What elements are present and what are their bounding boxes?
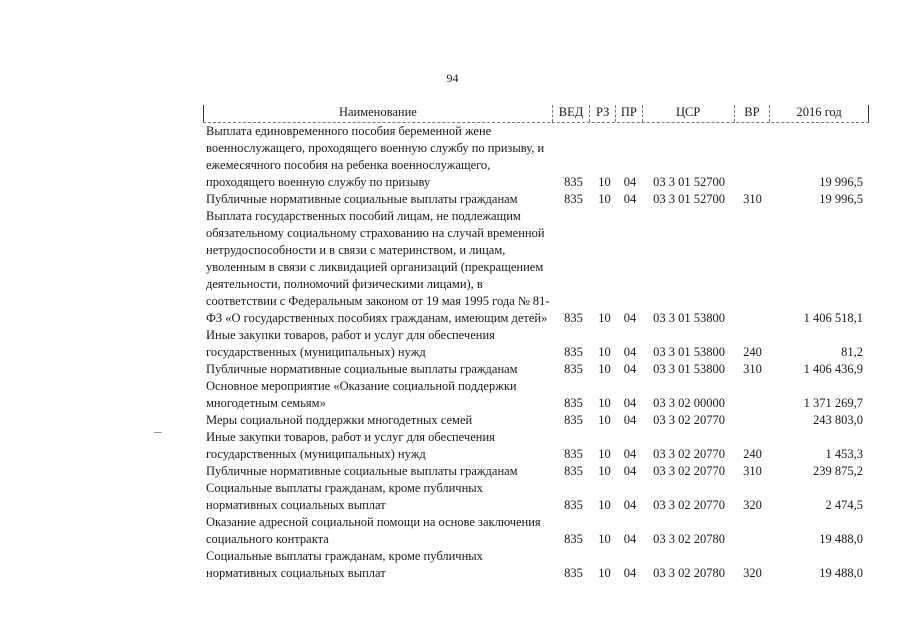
row-vr: 240 <box>743 345 762 359</box>
row-csr: 03 3 01 53800 <box>653 311 725 325</box>
header-year: 2016 год <box>769 105 869 122</box>
row-ved: 835 <box>564 362 583 376</box>
row-amount: 19 996,5 <box>819 175 863 189</box>
row-ved: 835 <box>564 175 583 189</box>
table-body <box>203 123 869 582</box>
row-ved: 835 <box>564 498 583 512</box>
row-amount: 19 996,5 <box>819 192 863 206</box>
row-pr: 04 <box>623 532 637 546</box>
row-amount: 239 875,2 <box>813 464 863 478</box>
table-row <box>203 429 869 463</box>
row-ved: 835 <box>564 532 583 546</box>
header-csr: ЦСР <box>642 105 734 122</box>
row-amount: 1 406 436,9 <box>803 362 863 376</box>
row-csr: 03 3 02 00000 <box>653 396 725 410</box>
row-name: Выплата государственных пособий лицам, не подлежащим обязательному социальному страхованию на случай временной нетрудоспособности и в связи с материнством, и лицам, уволенным в связи с ликвидацией организаций (прекращением деятельности, полномочий физическими лицами), в соответствии с Федеральным законом от 19 мая 1995 года № 81-ФЗ «О государственных пособиях гражданам, имеющим детей» <box>206 209 550 325</box>
header-pr: ПР <box>615 105 642 122</box>
row-rz: 10 <box>598 413 611 427</box>
row-amount: 1 371 269,7 <box>803 396 863 410</box>
page-number: 94 <box>446 71 459 85</box>
row-vr: 310 <box>743 192 762 206</box>
row-name: Иные закупки товаров, работ и услуг для обеспечения государственных (муниципальных) нужд <box>206 328 495 359</box>
budget-table <box>203 100 869 582</box>
row-amount: 81,2 <box>841 345 863 359</box>
row-name: Публичные нормативные социальные выплаты гражданам <box>206 464 518 478</box>
row-csr: 03 3 01 52700 <box>653 192 725 206</box>
row-vr: 320 <box>743 498 762 512</box>
row-pr: 04 <box>623 345 637 359</box>
row-pr: 04 <box>623 447 637 461</box>
row-vr: 310 <box>743 464 762 478</box>
table-row <box>203 208 869 327</box>
row-csr: 03 3 02 20770 <box>653 447 725 461</box>
row-name: Меры социальной поддержки многодетных семей <box>206 413 473 427</box>
header-vr: ВР <box>734 105 770 122</box>
row-ved: 835 <box>564 345 583 359</box>
row-rz: 10 <box>598 532 611 546</box>
row-rz: 10 <box>598 345 611 359</box>
row-amount: 2 474,5 <box>825 498 863 512</box>
row-vr: 240 <box>743 447 762 461</box>
row-rz: 10 <box>598 498 611 512</box>
header-ved: ВЕД <box>552 105 590 122</box>
row-pr: 04 <box>623 192 637 206</box>
row-pr: 04 <box>623 413 637 427</box>
table-row <box>203 327 869 361</box>
row-amount: 19 488,0 <box>819 532 863 546</box>
row-name: Выплата единовременного пособия беременной жене военнослужащего, проходящего военную службу по призыву, и ежемесячного пособия на ребенка военнослужащего, проходящего военную службу по призыву <box>206 124 545 189</box>
table-header <box>203 100 869 123</box>
row-amount: 1 453,3 <box>825 447 863 461</box>
row-csr: 03 3 01 53800 <box>653 362 725 376</box>
table-row <box>203 548 869 582</box>
row-rz: 10 <box>598 396 611 410</box>
row-csr: 03 3 02 20780 <box>653 532 725 546</box>
row-rz: 10 <box>598 566 611 580</box>
table-row <box>203 123 869 191</box>
row-pr: 04 <box>623 566 637 580</box>
table-row <box>203 191 869 208</box>
row-csr: 03 3 01 52700 <box>653 175 725 189</box>
table-row <box>203 361 869 378</box>
row-ved: 835 <box>564 311 583 325</box>
row-pr: 04 <box>623 175 637 189</box>
row-name: Основное мероприятие «Оказание социальной поддержки многодетным семьям» <box>206 379 517 410</box>
row-ved: 835 <box>564 447 583 461</box>
row-rz: 10 <box>598 175 611 189</box>
row-csr: 03 3 02 20770 <box>653 498 725 512</box>
margin-mark <box>154 432 162 433</box>
row-pr: 04 <box>623 464 637 478</box>
row-name: Иные закупки товаров, работ и услуг для обеспечения государственных (муниципальных) нужд <box>206 430 495 461</box>
row-csr: 03 3 01 53800 <box>653 345 725 359</box>
row-name: Публичные нормативные социальные выплаты гражданам <box>206 192 518 206</box>
row-rz: 10 <box>598 192 611 206</box>
row-ved: 835 <box>564 413 583 427</box>
table-row <box>203 378 869 412</box>
header-rz: РЗ <box>589 105 615 122</box>
row-name: Социальные выплаты гражданам, кроме публичных нормативных социальных выплат <box>206 481 483 512</box>
row-name: Публичные нормативные социальные выплаты гражданам <box>206 362 518 376</box>
row-ved: 835 <box>564 566 583 580</box>
row-csr: 03 3 02 20770 <box>653 464 725 478</box>
row-name: Социальные выплаты гражданам, кроме публичных нормативных социальных выплат <box>206 549 483 580</box>
table-row <box>203 412 869 429</box>
row-rz: 10 <box>598 464 611 478</box>
row-vr: 320 <box>743 566 762 580</box>
row-pr: 04 <box>623 311 637 325</box>
row-rz: 10 <box>598 311 611 325</box>
header-name: Наименование <box>203 105 552 122</box>
row-amount: 1 406 518,1 <box>803 311 863 325</box>
row-amount: 19 488,0 <box>819 566 863 580</box>
row-pr: 04 <box>623 396 637 410</box>
table-row <box>203 463 869 480</box>
row-rz: 10 <box>598 362 611 376</box>
row-ved: 835 <box>564 396 583 410</box>
row-ved: 835 <box>564 192 583 206</box>
row-csr: 03 3 02 20770 <box>653 413 725 427</box>
table-row <box>203 480 869 514</box>
table-row <box>203 514 869 548</box>
row-name: Оказание адресной социальной помощи на основе заключения социального контракта <box>206 515 541 546</box>
row-amount: 243 803,0 <box>813 413 863 427</box>
row-pr: 04 <box>623 362 637 376</box>
row-pr: 04 <box>623 498 637 512</box>
row-vr: 310 <box>743 362 762 376</box>
row-rz: 10 <box>598 447 611 461</box>
row-ved: 835 <box>564 464 583 478</box>
row-csr: 03 3 02 20780 <box>653 566 725 580</box>
